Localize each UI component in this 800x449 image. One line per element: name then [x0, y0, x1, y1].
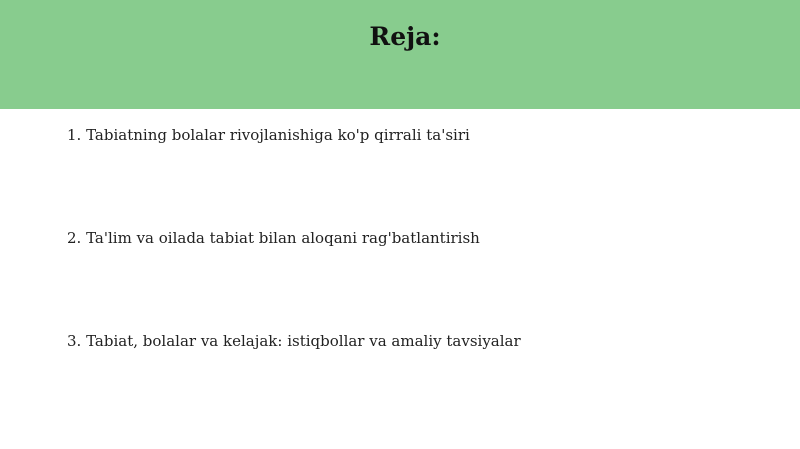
plan-item-3: 3. Tabiat, bolalar va kelajak: istiqbollar va amaliy tavsiyalar: [67, 332, 521, 350]
plan-item-2: 2. Ta'lim va oilada tabiat bilan aloqani rag'batlantirish: [67, 229, 480, 247]
slide-title: Reja:: [369, 22, 441, 51]
header-band: [0, 0, 800, 109]
plan-item-1: 1. Tabiatning bolalar rivojlanishiga ko'p qirrali ta'siri: [67, 126, 470, 144]
